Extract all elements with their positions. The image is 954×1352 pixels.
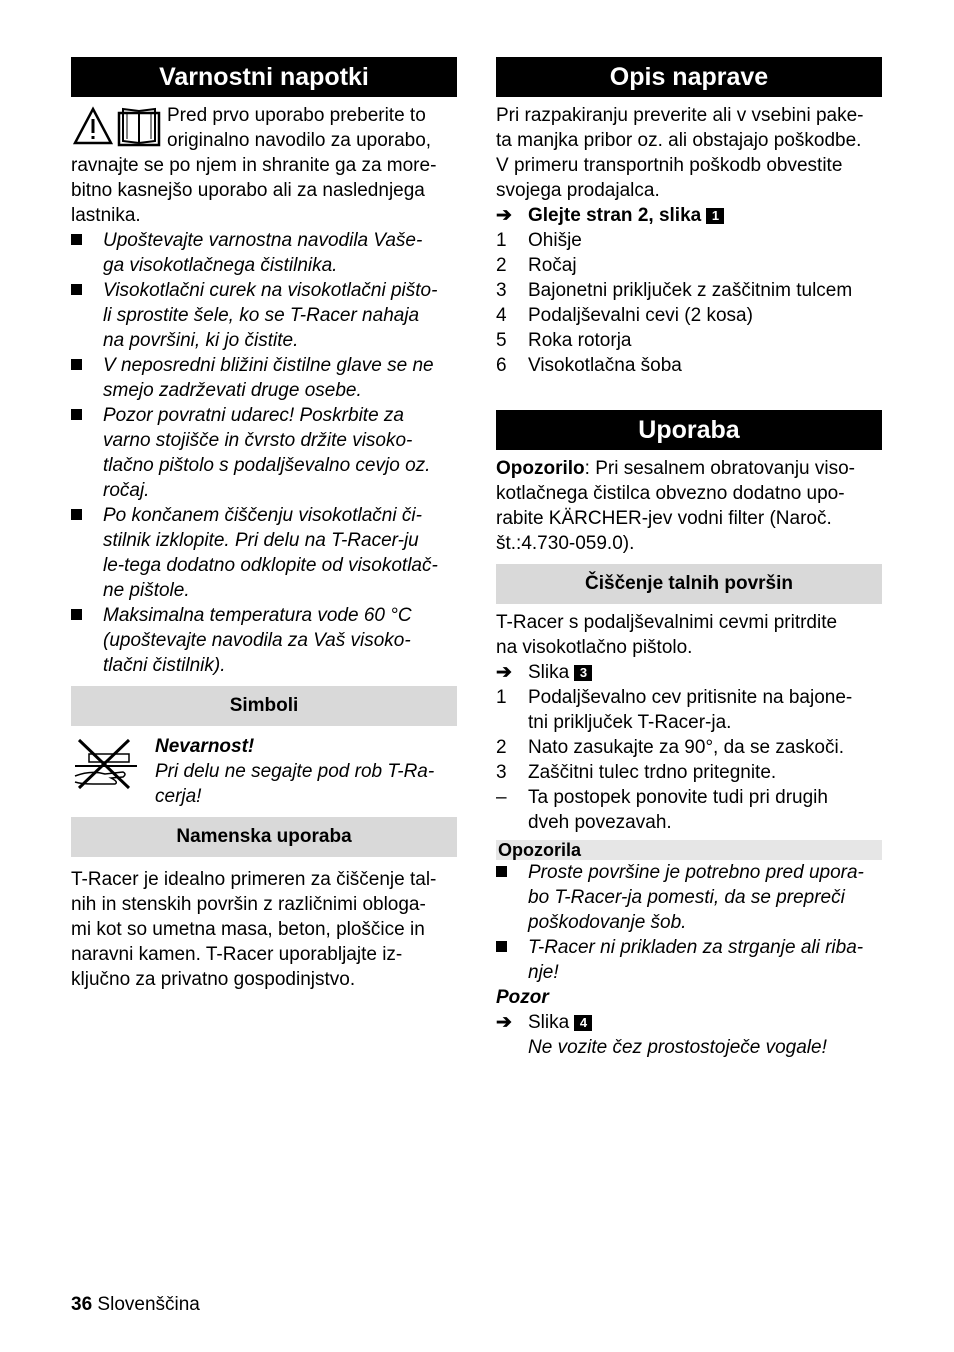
text-line: ključno za privatno gospodinjstvo.	[71, 969, 356, 990]
list-item	[496, 228, 882, 253]
bullet-line: T-Racer ni prikladen za strganje ali riba-	[528, 937, 864, 958]
text-line: : Pri sesalnem obratovanju viso-	[584, 458, 855, 479]
figure-number: 3	[574, 665, 592, 681]
item-number: 1	[496, 687, 507, 708]
text-line: na visokotlačno pištolo.	[496, 637, 693, 658]
bullet-line: Po končanem čiščenju visokotlačni či-	[103, 505, 422, 526]
item-text: Visokotlačna šoba	[528, 355, 682, 376]
text-line: nih in stenskih površin z različnimi obloga-	[71, 894, 426, 915]
list-item	[496, 785, 882, 835]
bullet-line: Maksimalna temperatura vode 60 °C	[103, 605, 412, 626]
see-text: Glejte stran 2, slika	[528, 205, 702, 226]
danger-title: Nevarnost!	[155, 736, 255, 757]
text-line: rabite KÄRCHER-jev vodni filter (Naroč.	[496, 508, 832, 529]
text-line: kotlačnega čistilca obvezno dodatno upo-	[496, 483, 845, 504]
bullet-line: nje!	[528, 962, 559, 983]
bullet-line: poškodovanje šob.	[528, 912, 687, 933]
safety-title: Varnostni napotki	[71, 57, 457, 97]
page-footer	[71, 1294, 200, 1316]
bullet-line: Proste površine je potrebno pred upora-	[528, 862, 864, 883]
bullet-square-icon	[496, 935, 528, 985]
text-line: Pri razpakiranju preverite ali v vsebini pake-	[496, 105, 864, 126]
list-item	[71, 278, 457, 353]
bullet-line: tlačni čistilnik).	[103, 655, 226, 676]
bullet-line: stilnik izklopite. Pri delu na T-Racer-ju	[103, 530, 419, 551]
list-item	[71, 353, 457, 403]
device-intro	[496, 103, 882, 203]
floor-cleaning-text	[496, 610, 882, 660]
bullet-line: ročaj.	[103, 480, 150, 501]
list-item	[496, 278, 882, 303]
figure-reference	[496, 660, 882, 685]
item-text: dveh povezavah.	[528, 812, 672, 833]
item-text: Nato zasukajte za 90°, da se zaskoči.	[528, 737, 844, 758]
list-item	[71, 403, 457, 503]
see-reference	[496, 203, 882, 228]
bullet-line: li sprostite šele, ko se T-Racer nahaja	[103, 305, 420, 326]
bullet-line: ga visokotlačnega čistilnika.	[103, 255, 338, 276]
item-text: Ročaj	[528, 255, 577, 276]
intro-line: ravnajte se po njem in shranite ga za more-	[71, 155, 437, 176]
intended-use-text	[71, 867, 457, 992]
list-item	[496, 303, 882, 328]
bullet-line: ne pištole.	[103, 580, 190, 601]
intended-use-title: Namenska uporaba	[71, 817, 457, 857]
intro-line: bitno kasnejšo uporabo ali za naslednjega	[71, 180, 425, 201]
item-number: 2	[496, 255, 507, 276]
text-line: T-Racer s podaljševalnimi cevmi pritrdite	[496, 612, 838, 633]
bullet-line: Visokotlačni curek na visokotlačni pišto-	[103, 280, 438, 301]
floor-cleaning-title: Čiščenje talnih površin	[496, 564, 882, 604]
bullet-line: le-tega dodatno odklopite od visokotlač-	[103, 555, 438, 576]
bullet-line: (upoštevajte navodila za Vaš visoko-	[103, 630, 411, 651]
figure-label: Slika	[528, 1012, 570, 1033]
danger-line: cerja!	[155, 786, 202, 807]
symbols-title: Simboli	[71, 686, 457, 726]
item-number: 2	[496, 737, 507, 758]
steps-list	[496, 685, 882, 835]
bullet-square-icon	[71, 603, 103, 678]
right-column	[496, 57, 882, 1060]
figure-number: 4	[574, 1015, 592, 1031]
danger-line: Pri delu ne segajte pod rob T-Ra-	[155, 761, 435, 782]
parts-list	[496, 228, 882, 378]
list-item	[496, 328, 882, 353]
item-number: 6	[496, 355, 507, 376]
bullet-square-icon	[71, 403, 103, 503]
item-number: 1	[496, 230, 507, 251]
intro-line: originalno navodilo za uporabo,	[167, 130, 432, 151]
text-line: V primeru transportnih poškodb obvestite	[496, 155, 843, 176]
list-item	[496, 735, 882, 760]
text-line: št.:4.730-059.0).	[496, 533, 635, 554]
intro-line: lastnika.	[71, 205, 141, 226]
caution-text	[496, 1035, 882, 1060]
language-label: Slovenščina	[97, 1294, 200, 1315]
safety-intro	[71, 103, 457, 228]
intro-line: Pred prvo uporabo preberite to	[167, 105, 426, 126]
figure-label: Slika	[528, 662, 570, 683]
page-number: 36	[71, 1294, 93, 1315]
warning-manual-icon	[73, 105, 163, 149]
item-text: Ohišje	[528, 230, 582, 251]
figure-number: 1	[706, 208, 724, 224]
item-number: 3	[496, 762, 507, 783]
item-text: Bajonetni priključek z zaščitnim tulcem	[528, 280, 853, 301]
item-text: Ta postopek ponovite tudi pri drugih	[528, 787, 828, 808]
text-line: ta manjka pribor oz. ali obstajajo poškodbe.	[496, 130, 862, 151]
text-line: mi kot so umetna masa, beton, ploščice in	[71, 919, 425, 940]
list-item	[71, 503, 457, 603]
item-text: tni priključek T-Racer-ja.	[528, 712, 732, 733]
item-number: 5	[496, 330, 507, 351]
warnings-title: Opozorila	[496, 840, 882, 860]
hand-danger-icon	[71, 736, 141, 790]
item-text: Zaščitni tulec trdno pritegnite.	[528, 762, 777, 783]
bullet-square-icon	[71, 278, 103, 353]
left-column	[71, 57, 457, 992]
bullet-line: bo T-Racer-ja pomesti, da se prepreči	[528, 887, 845, 908]
bullet-line: V neposredni bližini čistilne glave se ne	[103, 355, 434, 376]
arrow-right-icon: ➔	[496, 205, 512, 226]
danger-symbol-block	[71, 734, 457, 809]
item-number: 4	[496, 305, 507, 326]
bullet-line: Upoštevajte varnostna navodila Vaše-	[103, 230, 423, 251]
caution-label: Pozor	[496, 987, 549, 1008]
arrow-right-icon: ➔	[496, 1012, 512, 1033]
list-item	[496, 685, 882, 735]
bullet-line: na površini, ki jo čistite.	[103, 330, 299, 351]
list-item	[496, 253, 882, 278]
item-text: Podaljševalni cevi (2 kosa)	[528, 305, 753, 326]
list-item	[496, 760, 882, 785]
text-line: T-Racer je idealno primeren za čiščenje tal-	[71, 869, 437, 890]
text-line: naravni kamen. T-Racer uporabljajte iz-	[71, 944, 403, 965]
device-description-title: Opis naprave	[496, 57, 882, 97]
list-item	[496, 860, 882, 935]
caution-line: Ne vozite čez prostostoječe vogale!	[528, 1037, 827, 1058]
list-item	[496, 935, 882, 985]
item-number: 3	[496, 280, 507, 301]
warning-label: Opozorilo	[496, 458, 585, 479]
bullet-line: Pozor povratni udarec! Poskrbite za	[103, 405, 404, 426]
figure-reference	[496, 1010, 882, 1035]
use-title: Uporaba	[496, 410, 882, 450]
text-line: svojega prodajalca.	[496, 180, 660, 201]
item-number: –	[496, 787, 507, 808]
use-warning	[496, 456, 882, 556]
list-item	[71, 228, 457, 278]
bullet-square-icon	[71, 503, 103, 603]
bullet-line: varno stojišče in čvrsto držite visoko-	[103, 430, 413, 451]
bullet-square-icon	[71, 353, 103, 403]
arrow-right-icon: ➔	[496, 662, 512, 683]
bullet-square-icon	[71, 228, 103, 278]
item-text: Roka rotorja	[528, 330, 632, 351]
list-item	[71, 603, 457, 678]
list-item	[496, 353, 882, 378]
bullet-square-icon	[496, 860, 528, 935]
bullet-line: tlačno pištolo s podaljševalno cevjo oz.	[103, 455, 431, 476]
item-text: Podaljševalno cev pritisnite na bajone-	[528, 687, 853, 708]
bullet-line: smejo zadrževati druge osebe.	[103, 380, 362, 401]
